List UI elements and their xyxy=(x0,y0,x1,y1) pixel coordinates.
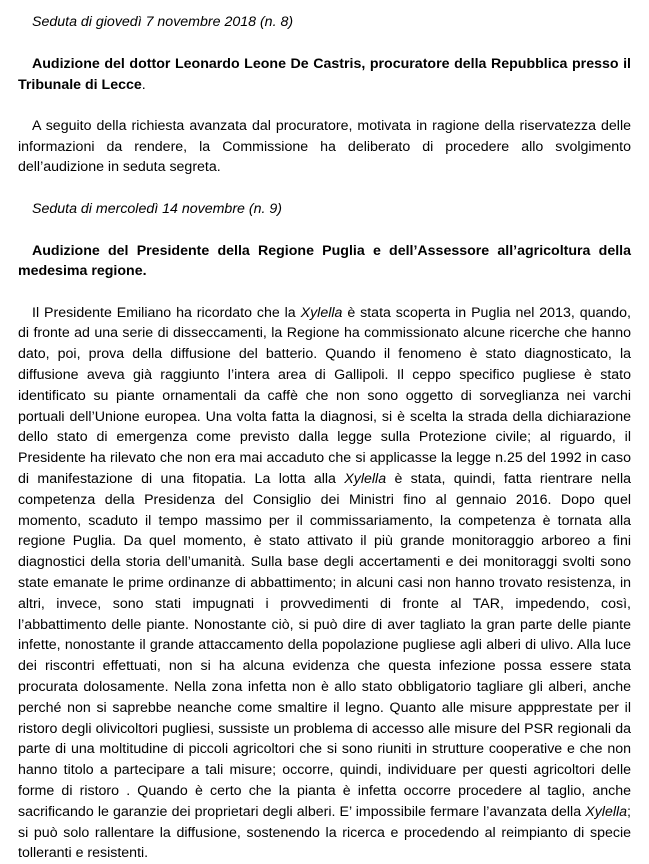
session-heading-2: Seduta di mercoledì 14 novembre (n. 9) xyxy=(32,200,282,217)
spacer xyxy=(18,178,631,199)
spacer xyxy=(18,282,631,303)
paragraph-2-part-4: ; si può solo rallentare la diffusione, sostenendo la ricerca e procedendo al reimpianto di specie tolleranti e resistenti. xyxy=(18,803,631,862)
spacer xyxy=(18,95,631,116)
hearing-title-1-text: Audizione del dottor Leonardo Leone De Castris, procuratore della Repubblica presso il Tribunale di Lecce xyxy=(18,55,631,93)
hearing-title-2: Audizione del Presidente della Regione Puglia e dell’Assessore all’agricoltura della medesima regione. xyxy=(18,242,631,280)
xylella-term: Xylella xyxy=(344,471,387,488)
paragraph-2 xyxy=(18,303,631,864)
paragraph-2-part-1: Il Presidente Emiliano ha ricordato che la xyxy=(32,304,301,321)
paragraph-2-part-3: è stata, quindi, fatta rientrare nella competenza della Presidenza del Consiglio dei Ministri fino al gennaio 2016. Dopo quel momento, scaduto il tempo massimo per il commissariamento, la competenza è tornata alla regione Puglia. Da quel momento, è stato attivato il più grande monitoraggio arboreo a fini diagnostici della storia dell’umanità. Sulla base degli accertamenti e dei monitoraggi svolti sono state emanate le prime ordinanze di abbattimento; in alcuni casi non hanno trovato resistenza, in altri, invece, sono stati impugnati i provvedimenti di fronte al TAR, impedendo, così, l’abbattimento delle piante. Nonostante ciò, si può dire di aver tagliato la gran parte delle piante infette, nonostante il grande attaccamento della popolazione pugliese agli alberi di ulivo. Alla luce dei riscontri effettuati, non si ha alcuna evidenza che questa infezione possa essere stata procurata dolosamente. Nella zona infetta non è allo stato obbligatorio tagliare gli alberi, anche perché non si saprebbe neanche come smaltire il legno. Quanto alle misure appprestate per il ristoro degli olivicoltori pugliesi, sussiste un problema di accesso alle misure del PSR regionali da parte di una moltitudine di piccoli agricoltori che si sono riuniti in strutture cooperative e che non hanno titolo a partecipare a tali misure; occorre, quindi, individuare per questi agricoltori delle forme di ristoro . Quando è certo che la pianta è infetta occorre procedere al taglio, anche sacrificando le garanzie dei proprietari degli alberi. E’ impossibile fermare l’avanzata della xyxy=(18,471,631,820)
session-heading-1: Seduta di giovedì 7 novembre 2018 (n. 8) xyxy=(32,14,294,30)
spacer xyxy=(18,220,631,241)
paragraph-1: A seguito della richiesta avanzata dal procuratore, motivata in ragione della riservatezza delle informazioni da rendere, la Commissione ha deliberato di procedere allo svolgimento dell’audizione in seduta segreta. xyxy=(18,117,631,176)
hearing-title-1 xyxy=(18,54,631,96)
paragraph-2-part-2: è stata scoperta in Puglia nel 2013, quando, di fronte ad una serie di disseccamenti, la Regione ha commissionato alcune ricerche che hanno dato, poi, prova della diffusione del batterio. Quando il fenomeno è stato diagnosticato, la diffusione aveva già raggiunto l’intera area di Gallipoli. Il ceppo specifico pugliese è stato identificato su piante ornamentali da caffè che non sono oggetto di sorveglianza nei varchi portuali dell’Unione europea. Una volta fatta la diagnosi, si è scelta la strada della dichiarazione dello stato di emergenza come previsto dalla legge sulla Protezione civile; al riguardo, il Presidente ha rilevato che non era mai accaduto che si applicasse la legge n.25 del 1992 in caso di manifestazione di una fitopatia. La lotta alla xyxy=(18,304,631,488)
xylella-term: Xylella xyxy=(585,803,628,820)
hearing-title-1-period: . xyxy=(141,76,146,93)
xylella-term: Xylella xyxy=(300,304,343,321)
spacer xyxy=(18,33,631,54)
